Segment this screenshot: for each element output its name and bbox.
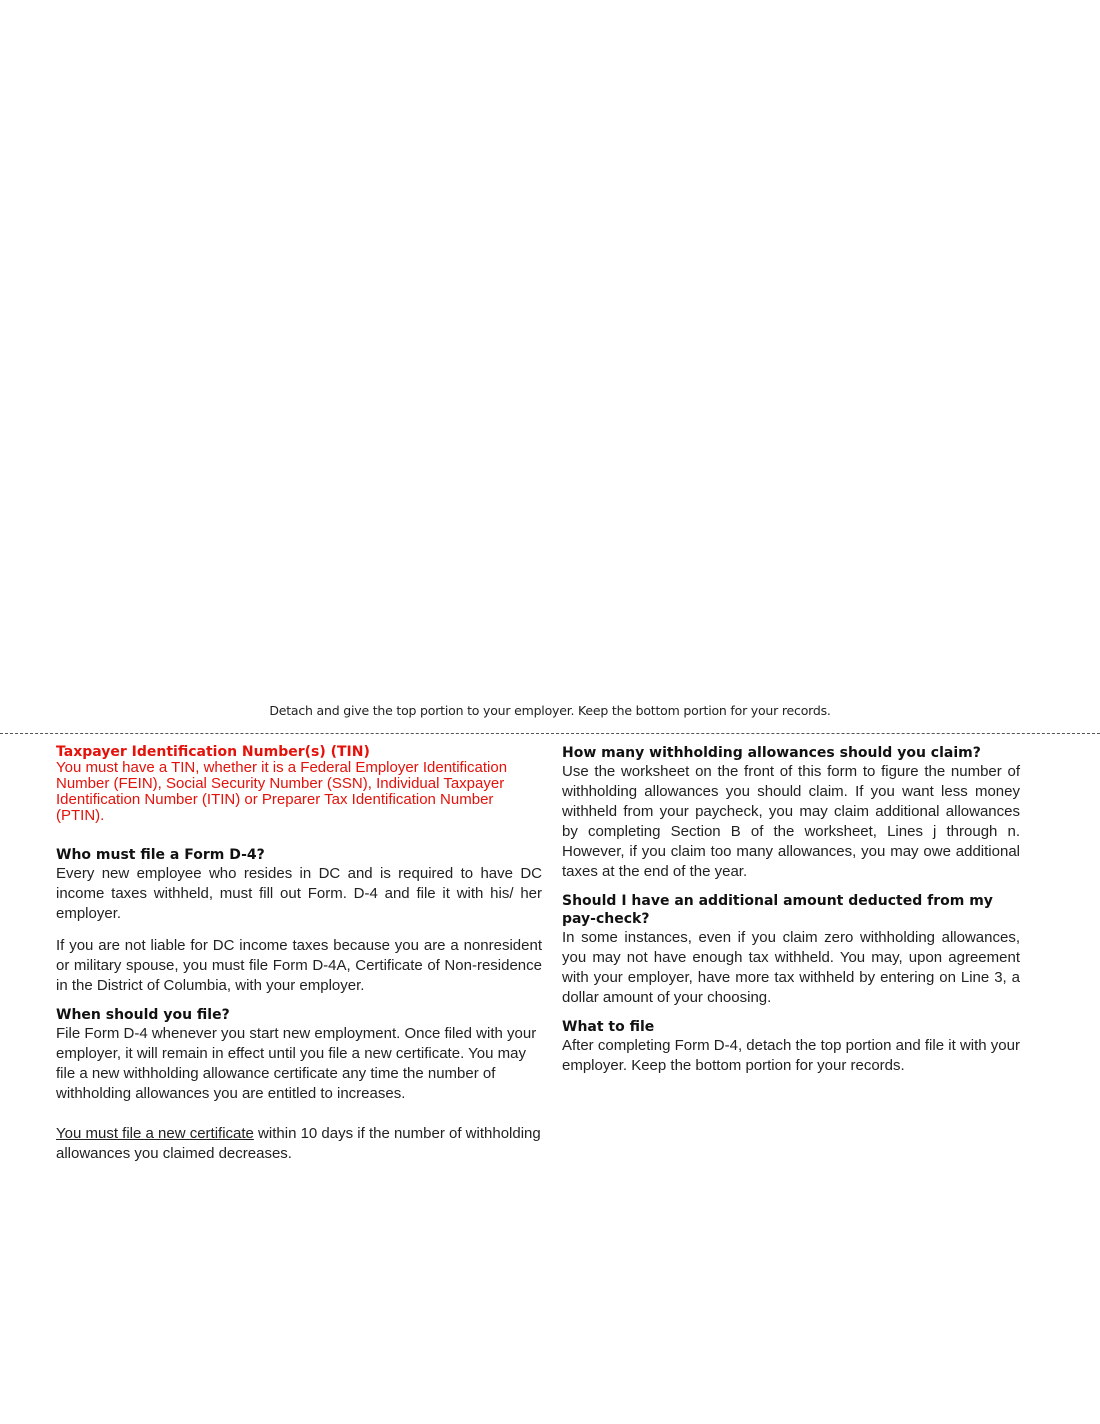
left-column (56, 744, 542, 1164)
who-must-file-para2: If you are not liable for DC income taxes because you are a nonresident or military spouse, you must file Form D-4A, Certificate of Non-residence in the District of Columbia, with your employer. (56, 937, 542, 994)
additional-section (562, 892, 1020, 1008)
how-many-heading: How many withholding allowances should you claim? (562, 745, 981, 761)
when-file-section (56, 1006, 542, 1164)
what-to-file-body: After completing Form D-4, detach the top portion and file it with your employer. Keep the bottom portion for your records. (562, 1037, 1020, 1074)
who-must-file-para1: Every new employee who resides in DC and is required to have DC income taxes withheld, must fill out Form. D-4 and file it with his/ her employer. (56, 865, 542, 922)
what-to-file-section (562, 1018, 1020, 1076)
additional-body: In some instances, even if you claim zero withholding allowances, you may not have enough tax withheld. You may, upon agreement with your employer, have more tax withheld by entering on Line 3, a dollar amount of your choosing. (562, 929, 1020, 1006)
cut-line-divider (0, 733, 1100, 734)
how-many-body: Use the worksheet on the front of this form to figure the number of withholding allowances you should claim. If you want less money withheld from your paycheck, you may claim additional allowances by completing Section B of the worksheet, Lines j through n. However, if you claim too many allowances, you may owe additional taxes at the end of the year. (562, 763, 1020, 880)
when-file-para2 (56, 1124, 542, 1164)
when-file-para2-rest: within 10 days if the number of withholding allowances you claimed decreases. (56, 1125, 541, 1162)
when-file-para1: File Form D-4 whenever you start new employment. Once filed with your employer, it will remain in effect until you file a new certificate. You may file a new withholding allowance certificate any time the number of withholding allowances you are entitled to increases. (56, 1025, 537, 1102)
how-many-section (562, 744, 1020, 882)
when-file-heading: When should you file? (56, 1007, 230, 1023)
right-column (562, 744, 1020, 1076)
tin-section (56, 744, 542, 824)
additional-heading: Should I have an additional amount deducted from my pay-check? (562, 893, 993, 927)
what-to-file-heading: What to file (562, 1019, 655, 1035)
new-certificate-underlined: You must file a new certificate (56, 1125, 254, 1142)
tin-body: You must have a TIN, whether it is a Federal Employer Identification Number (FEIN), Social Security Number (SSN), Individual Taxpayer Identification Number (ITIN) or Preparer Tax Identification Number (PTIN). (56, 759, 508, 824)
tin-heading: Taxpayer Identification Number(s) (TIN) (56, 744, 370, 760)
who-must-file-heading: Who must file a Form D-4? (56, 847, 265, 863)
detach-instruction: Detach and give the top portion to your employer. Keep the bottom portion for your records. (269, 703, 831, 718)
who-must-file-section (56, 846, 542, 996)
